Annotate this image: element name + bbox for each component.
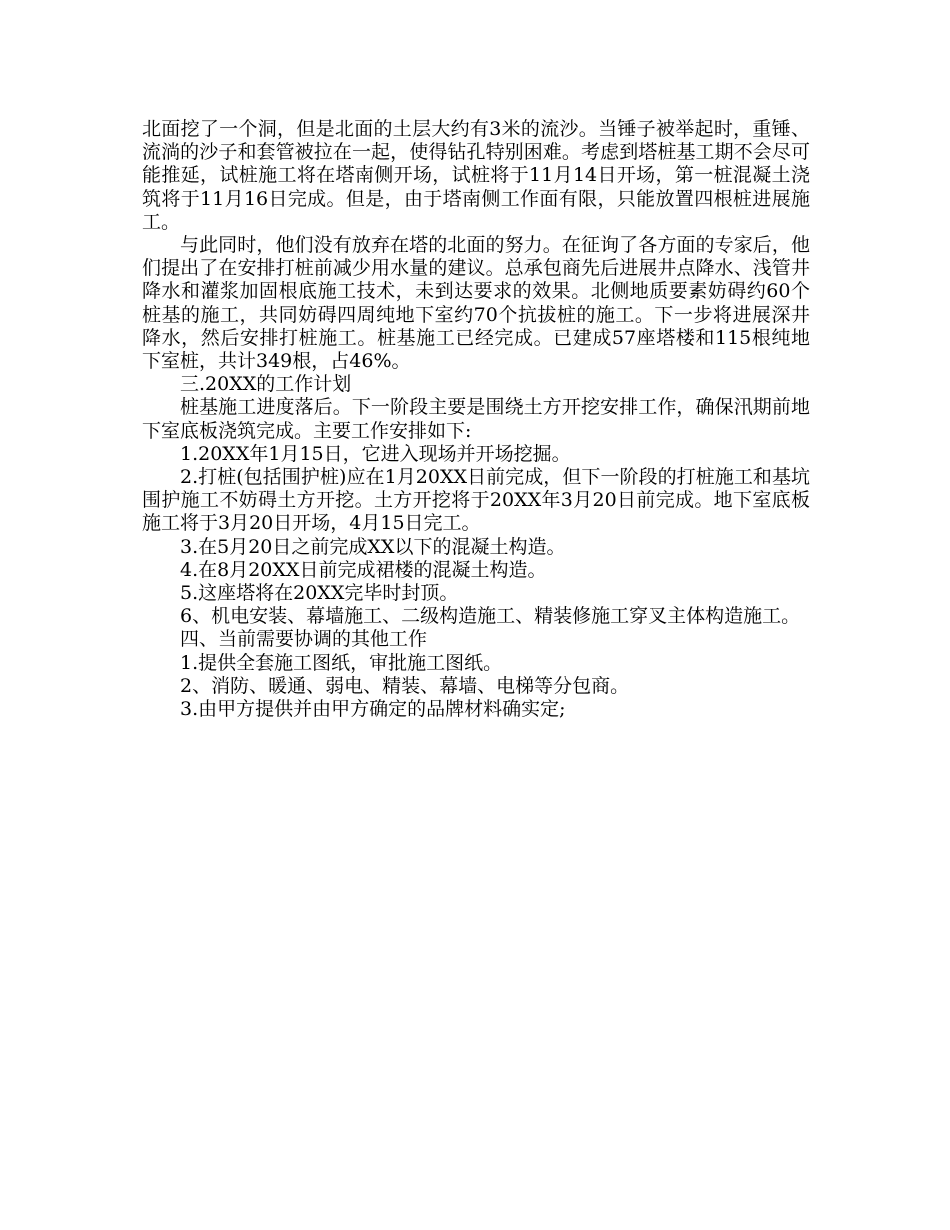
coordination-item-3: 3.由甲方提供并由甲方确定的品牌材料确实定; xyxy=(180,698,566,721)
plan-item-3: 3.在5月20日之前完成XX以下的混凝土构造。 xyxy=(180,535,566,558)
plan-item-2: 2.打桩(包括围护桩)应在1月20XX日前完成，但下一阶段的打桩施工和基坑围护施工不妨碍土方开挖。土方开挖将于20XX年3月20日前完成。地下室底板施工将于3月20日开场，4月15日完工。 xyxy=(142,466,810,535)
heading-work-plan: 三.20XX的工作计划 xyxy=(180,373,352,396)
paragraph-work-plan-intro: 桩基施工进度落后。下一阶段主要是围绕土方开挖安排工作，确保汛期前地下室底板浇筑完成。主要工作安排如下: xyxy=(142,396,810,442)
paragraph-sand-layer: 北面挖了一个洞，但是北面的土层大约有3米的流沙。当锤子被举起时，重锤、流淌的沙子和套管被拉在一起，使得钻孔特别困难。考虑到塔桩基工期不会尽可能推延，试桩施工将在塔南侧开场，试桩将于11月14日开场，第一桩混凝土浇筑将于11月16日完成。但是，由于塔南侧工作面有限，只能放置四根桩进展施工。 xyxy=(142,118,810,233)
paragraph-north-side-efforts: 与此同时，他们没有放弃在塔的北面的努力。在征询了各方面的专家后，他们提出了在安排打桩前减少用水量的建议。总承包商先后进展井点降水、浅管井降水和灌浆加固根底施工技术，未到达要求的效果。北侧地质要素妨碍约60个桩基的施工，共同妨碍四周纯地下室约70个抗拔桩的施工。下一步将进展深井降水，然后安排打桩施工。桩基施工已经完成。已建成57座塔楼和115根纯地下室桩，共计349根，占46%。 xyxy=(142,234,810,373)
heading-coordination: 四、当前需要协调的其他工作 xyxy=(180,628,428,651)
plan-item-6: 6、机电安装、幕墙施工、二级构造施工、精装修施工穿叉主体构造施工。 xyxy=(180,605,801,628)
document-body xyxy=(142,118,810,721)
plan-item-5: 5.这座塔将在20XX完毕时封顶。 xyxy=(180,582,459,605)
coordination-item-2: 2、消防、暖通、弱电、精装、幕墙、电梯等分包商。 xyxy=(180,674,630,697)
plan-item-4: 4.在8月20XX日前完成裙楼的混凝土构造。 xyxy=(180,558,547,581)
plan-item-1: 1.20XX年1月15日，它进入现场并开场挖掘。 xyxy=(180,442,571,465)
coordination-item-1: 1.提供全套施工图纸，审批施工图纸。 xyxy=(180,651,503,674)
